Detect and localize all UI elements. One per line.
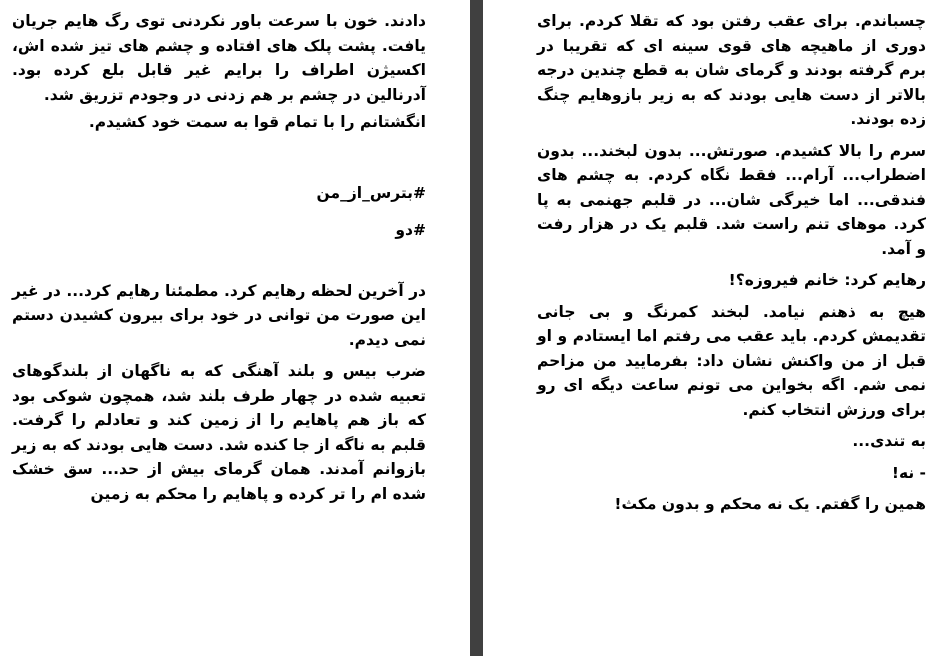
right-page [483, 0, 944, 656]
paragraph: ضرب بیس و بلند آهنگی که به ناگهان از بلندگوهای تعبیه شده در چهار طرف بلند شد، همچون شوکی بود که باز هم پاهایم را از زمین کند و تعادلم را گرفت. قلبم به ناگه از جا کنده شد. دست هایی بودند که به زیر بازوانم آمدند. همان گرمای بیش از حد... سق خشک شده ام را تر کرده و پاهایم را محکم به زمین [12, 362, 426, 503]
page-divider [470, 0, 483, 656]
paragraph: دادند. خون با سرعت باور نکردنی توی رگ هایم جریان یافت. پشت پلک های افتاده و چشم های تیز شده اش، اکسیژن اطراف را برایم غیر قابل بلع کرده بود. آدرنالین در چشم بر هم زدنی در وجودم تزریق شد. [12, 12, 426, 104]
paragraph: همین را گفتم. یک نه محکم و بدون مکث! [614, 495, 926, 513]
paragraph: رهایم کرد: خانم فیروزه؟! [728, 271, 926, 289]
paragraph: چسباندم. برای عقب رفتن بود که تقلا کردم. برای دوری از ماهیچه های قوی سینه ای که تقریبا در برم گرفته بودند و گرمای شان به قطع چندین درجه بالاتر از دست هایی بودند که به زیر بازوهایم چنگ زده بودند. [537, 12, 926, 128]
paragraph: هیچ به ذهنم نیامد. لبخند کمرنگ و بی جانی تقدیمش کردم. باید عقب می رفتم اما ایستادم و او قبل از من واکنش نشان داد: بفرمایید من مزاحم نمی شم. اگه بخواین می تونم ساعت دیگه ای رو برای ورزش انتخاب کنم. [537, 302, 926, 419]
paragraph: سرم را بالا کشیدم. صورتش... بدون لبخند... بدون اضطراب... آرام... فقط نگاه کردم. به چشم های فندقی... اما خیرگی شان... در قلبم جهنمی به پا کرد. موهای تنم راست شد. قلبم یک در هزار رفت و آمد. [537, 141, 926, 258]
chapter-hashtag-part: #دو [395, 221, 426, 239]
paragraph: در آخرین لحظه رهایم کرد. مطمئنا رهایم کرد... در غیر این صورت من توانی در خود برای بیرون کشیدن دستم نمی دیدم. [12, 281, 426, 349]
left-page [0, 0, 470, 656]
paragraph: به تندی... [852, 432, 926, 450]
paragraph: - نه! [891, 463, 926, 482]
chapter-hashtag-title: #بترس_از_من [316, 183, 426, 202]
paragraph: انگشتانم را با تمام قوا به سمت خود کشیدم. [88, 113, 426, 131]
